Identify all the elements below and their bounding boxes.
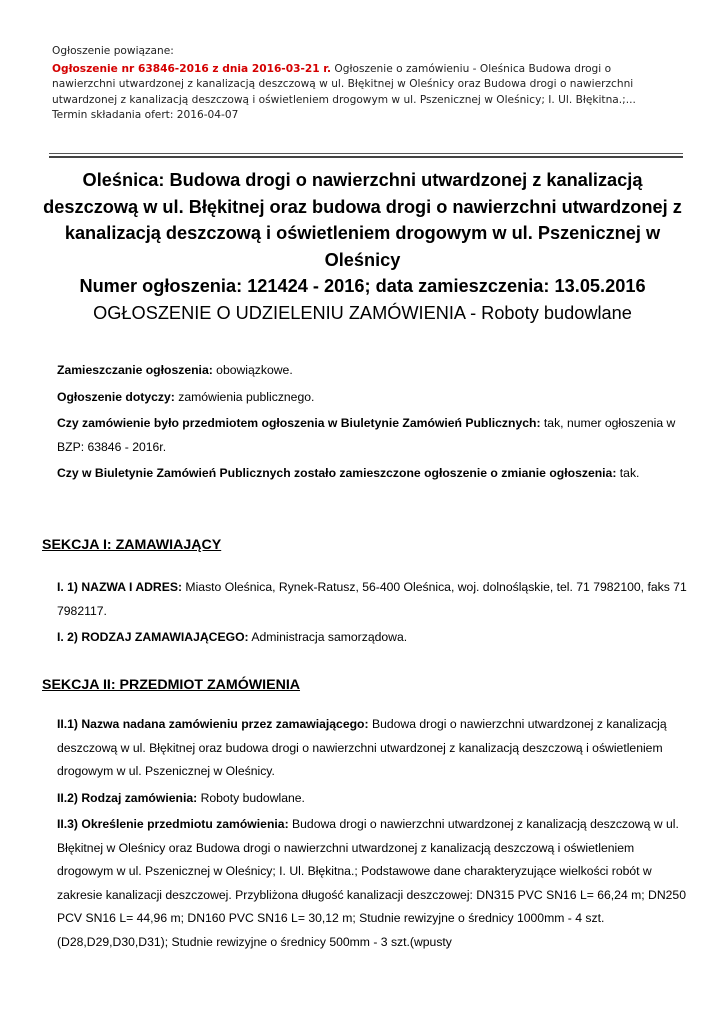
intro-line: [57, 386, 687, 410]
notice-number: Numer ogłoszenia: 121424 - 2016; data zamieszczenia: 13.05.2016: [79, 276, 646, 296]
section-1-body: [57, 576, 689, 653]
field-value: Roboty budowlane.: [197, 790, 305, 805]
intro-block: [57, 359, 687, 489]
related-deadline: Termin składania ofert: 2016-04-07: [52, 109, 239, 122]
section-2-title: SEKCJA II: PRZEDMIOT ZAMÓWIENIA: [42, 677, 301, 693]
section-item: [57, 787, 689, 811]
related-notice-link[interactable]: Ogłoszenie nr 63846-2016 z dnia 2016-03-21 r.: [52, 62, 332, 75]
intro-line: [57, 462, 687, 486]
field-label: Zamieszczanie ogłoszenia:: [57, 363, 213, 377]
notice-title-block: [40, 167, 685, 326]
section-1-title: SEKCJA I: ZAMAWIAJĄCY: [42, 537, 222, 553]
intro-line: [57, 412, 687, 459]
field-label: Czy zamówienie było przedmiotem ogłoszenia w Biuletynie Zamówień Publicznych:: [57, 416, 541, 430]
field-value: zamówienia publicznego.: [174, 389, 315, 404]
section-item: [57, 713, 689, 784]
related-body: [52, 62, 677, 109]
intro-line: [57, 359, 687, 383]
field-label: II.1) Nazwa nadana zamówieniu przez zamawiającego:: [57, 717, 369, 731]
related-notice-text: Ogłoszenie o zamówieniu - Oleśnica Budowa drogi o nawierzchni utwardzonej z kanalizacją deszczową w ul. Błękitnej w Oleśnicy oraz Budowa drogi o nawierzchni utwardzonej z kanalizacją deszczową i oświetleniem drogowym w ul. Pszenicznej w Oleśnicy; I. Ul. Błękitna.;...: [52, 62, 636, 106]
field-label: Czy w Biuletynie Zamówień Publicznych zostało zamieszczone ogłoszenie o zmianie ogłoszenia:: [57, 466, 617, 480]
related-notice: [52, 44, 677, 124]
section-item: [57, 813, 689, 954]
field-value: Budowa drogi o nawierzchni utwardzonej z kanalizacją deszczową w ul. Błękitnej w Oleśnicy oraz Budowa drogi o nawierzchni utwardzonej z kanalizacją deszczową i oświetleniem drogowym w ul. Pszenicznej w Oleśnicy; I. Ul. Błękitna.; Podstawowe dane charakteryzujące wielkości robót w zakresie kanalizacji deszczowej. Przybliżona długość kanalizacji deszczowej: DN315 PVC SN16 L= 66,24 m; DN250 PCV SN16 L= 44,96 m; DN160 PVC SN16 L= 30,12 m; Studnie rewizyjne o średnicy 1000mm - 4 szt.(D28,D29,D30,D31); Studnie rewizyjne o średnicy 500mm - 3 szt.(wpusty: [57, 817, 686, 949]
related-heading: Ogłoszenie powiązane:: [52, 45, 174, 57]
field-value: tak.: [616, 466, 640, 480]
notice-type: OGŁOSZENIE O UDZIELENIU ZAMÓWIENIA - Roboty budowlane: [93, 302, 632, 323]
section-item: [57, 576, 689, 623]
section-2-body: [57, 713, 689, 957]
field-label: II.3) Określenie przedmiotu zamówienia:: [57, 817, 289, 831]
field-value: Administracja samorządowa.: [248, 630, 408, 644]
field-label: I. 2) RODZAJ ZAMAWIAJĄCEGO:: [57, 630, 249, 644]
field-value: Miasto Oleśnica, Rynek-Ratusz, 56-400 Oleśnica, woj. dolnośląskie, tel. 71 7982100, faks 71 7982117.: [57, 580, 687, 618]
divider: [49, 153, 683, 154]
field-label: II.2) Rodzaj zamówienia:: [57, 790, 198, 805]
field-label: Ogłoszenie dotyczy:: [57, 389, 175, 404]
section-item: [57, 626, 689, 650]
field-value: obowiązkowe.: [212, 363, 293, 377]
field-value: Budowa drogi o nawierzchni utwardzonej z kanalizacją deszczową w ul. Błękitnej oraz budowa drogi o nawierzchni utwardzonej z kanalizacją deszczową i oświetleniem drogowym w ul. Pszenicznej w Oleśnicy.: [57, 717, 667, 778]
field-value: tak, numer ogłoszenia w BZP: 63846 - 2016r.: [57, 416, 676, 454]
notice-title: Oleśnica: Budowa drogi o nawierzchni utwardzonej z kanalizacją deszczową w ul. Błękitnej oraz budowa drogi o nawierzchni utwardzonej z kanalizacją deszczową i oświetleniem drogowym w ul. Pszenicznej w Oleśnicy: [43, 170, 682, 270]
field-label: I. 1) NAZWA I ADRES:: [57, 580, 183, 594]
divider: [49, 156, 683, 158]
